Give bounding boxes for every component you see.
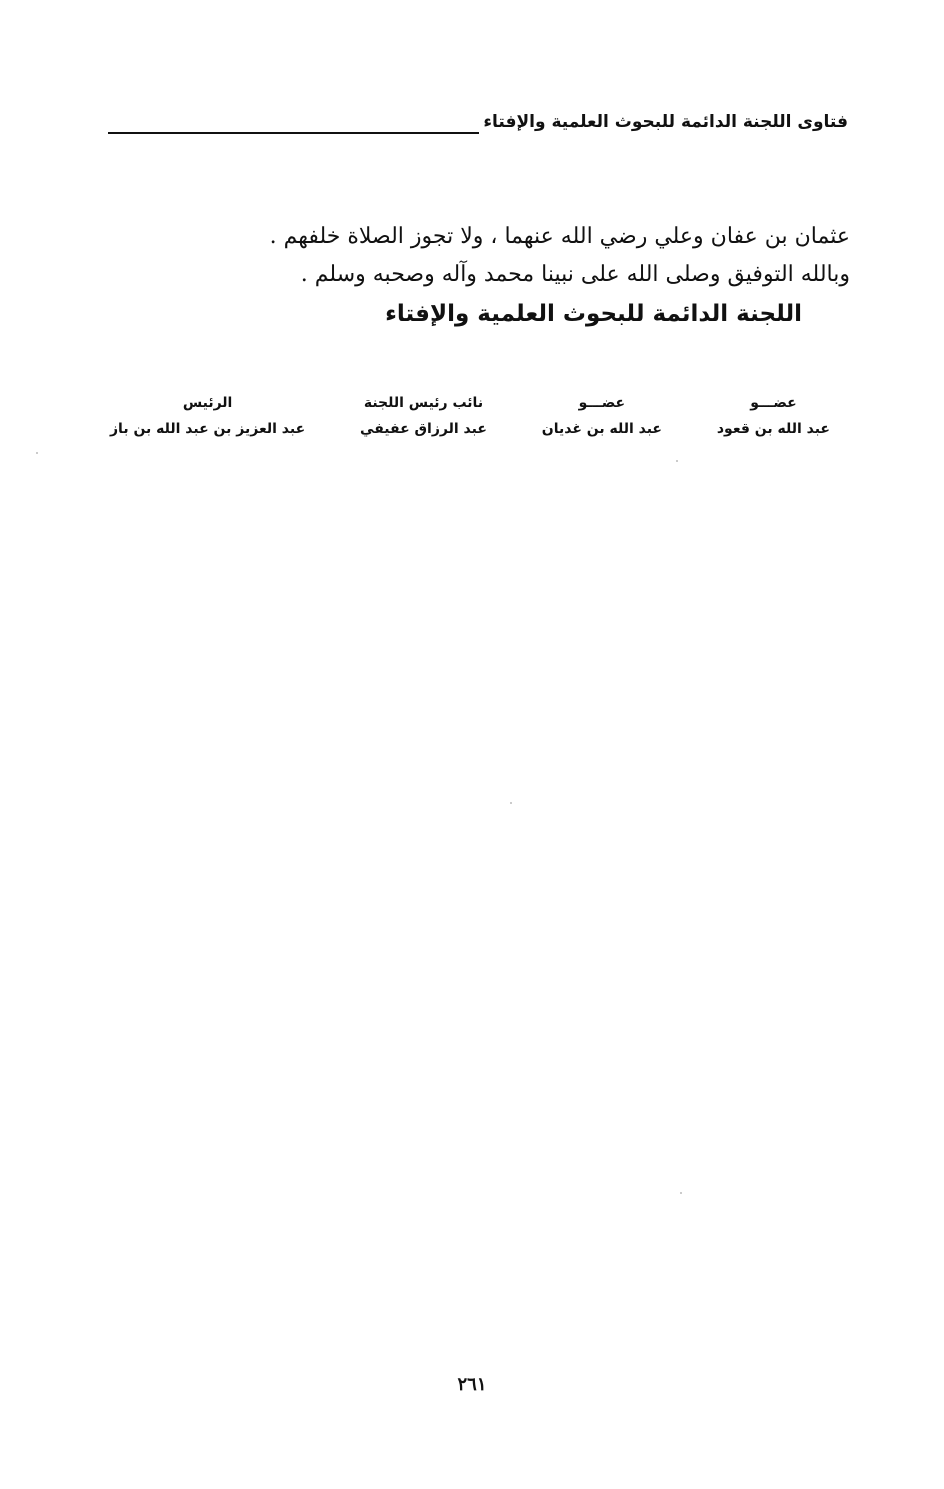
signature-member-2 <box>542 390 662 450</box>
signature-chair <box>110 390 305 450</box>
signature-vice-chair <box>360 390 487 450</box>
signature-block <box>110 390 830 450</box>
body-line-1: عثمان بن عفان وعلي رضي الله عنهما ، ولا تجوز الصلاة خلفهم . <box>269 224 850 249</box>
body-line-2: وبالله التوفيق وصلى الله على نبينا محمد وآله وصحبه وسلم . <box>300 262 850 287</box>
signature-name: عبد الله بن قعود <box>716 421 830 437</box>
scan-speck <box>676 460 678 462</box>
committee-name: اللجنة الدائمة للبحوث العلمية والإفتاء <box>385 301 802 327</box>
signature-name: عبد الله بن غديان <box>541 421 662 437</box>
page-header <box>108 108 848 138</box>
signature-member-1 <box>717 390 830 450</box>
signature-role: عضـــو <box>750 395 797 411</box>
page-number: ٢٦١ <box>457 1374 487 1395</box>
scan-speck <box>680 1192 682 1194</box>
signature-role: الرئيس <box>182 395 233 411</box>
scan-speck <box>510 802 512 804</box>
body-text <box>230 218 850 334</box>
running-title: فتاوى اللجنة الدائمة للبحوث العلمية والإفتاء <box>479 108 848 136</box>
signature-role: نائب رئيس اللجنة <box>363 395 484 411</box>
signature-name: عبد الرزاق عفيفي <box>360 421 487 437</box>
signature-role: عضـــو <box>578 395 626 411</box>
scan-speck <box>36 452 38 454</box>
signature-name: عبد العزيز بن عبد الله بن باز <box>110 421 306 437</box>
